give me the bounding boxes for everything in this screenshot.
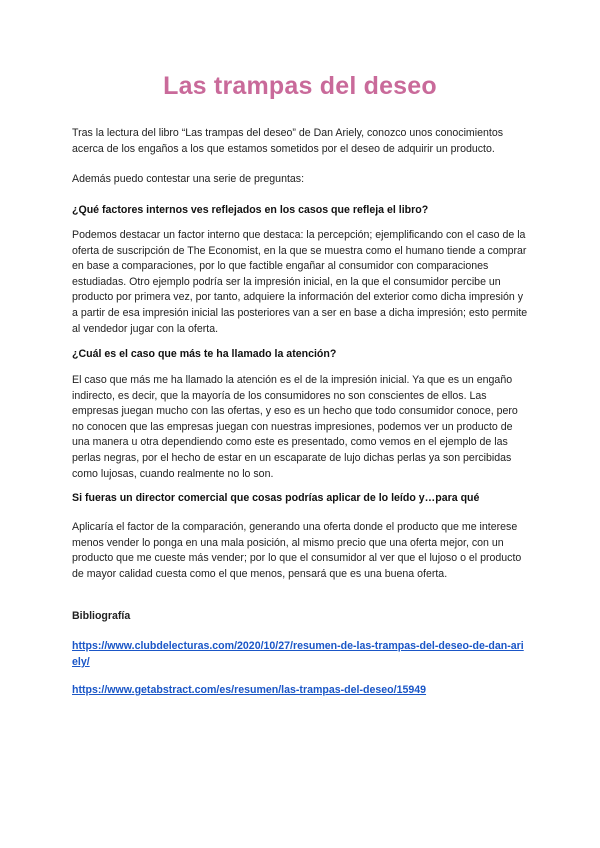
bibliography-link-1[interactable]: https://www.clubdelecturas.com/2020/10/27/resumen-de-las-trampas-del-deseo-de-dan-ariely/	[72, 640, 524, 668]
answer-1: Podemos destacar un factor interno que destaca: la percepción; ejemplificando con el caso de la oferta de suscripción de The Economist, en la que se muestra como el humano tiende a comprar en base a comparaciones, por lo que factible engañar al consumidor con comparaciones estudiadas. Otro ejemplo podría ser la impresión inicial, en la que el consumidor percibe un producto por primera vez, por tanto, adquiere la información del exterior como dicha impresión y a partir de esa impresión inicial las posteriores van a ser en base a dicha impresión; esto permite al vendedor jugar con la oferta.	[72, 229, 528, 335]
question-2: ¿Cuál es el caso que más te ha llamado la atención?	[72, 348, 337, 360]
answer-3: Aplicaría el factor de la comparación, generando una oferta donde el producto que me interese menos vender lo ponga en una mala posición, al mismo precio que una oferta mejor, con un producto que me cueste más vender; por lo que el consumidor al ver que el lujoso o el producto de mayor calidad cuesta como el que menos, pensará que es una buena oferta.	[72, 521, 522, 580]
intro-paragraph: Tras la lectura del libro “Las trampas del deseo” de Dan Ariely, conozco unos conocimientos acerca de los engaños a los que estamos sometidos por el deseo de adquirir un producto.	[72, 127, 504, 155]
bibliography-link-2[interactable]: https://www.getabstract.com/es/resumen/las-trampas-del-deseo/15949	[72, 684, 427, 696]
answer-2: El caso que más me ha llamado la atención es el de la impresión inicial. Ya que es un engaño indirecto, es decir, que la mayoría de los consumidores no son conscientes de ellos. Las empresas juegan mucho con las ofertas, y eso es un hecho que todo consumidor conoce, pero no conocen que las empresas juegan con nuestras impresiones, podemos ver un producto de una manera u otra dependiendo como este es presentado, como vemos en el ejemplo de las perlas negras, por el hecho de estar en un escaparate de lujo dichas perlas ya son percibidas como lujosas, cuando realmente no lo son.	[72, 374, 518, 480]
page-title: Las trampas del deseo	[163, 72, 437, 100]
intro-paragraph-2: Además puedo contestar una serie de preguntas:	[72, 173, 305, 185]
question-1: ¿Qué factores internos ves reflejados en los casos que refleja el libro?	[72, 204, 429, 216]
question-3: Si fueras un director comercial que cosas podrías aplicar de lo leído y…para qué	[72, 492, 480, 504]
bibliography-heading: Bibliografía	[72, 610, 131, 622]
